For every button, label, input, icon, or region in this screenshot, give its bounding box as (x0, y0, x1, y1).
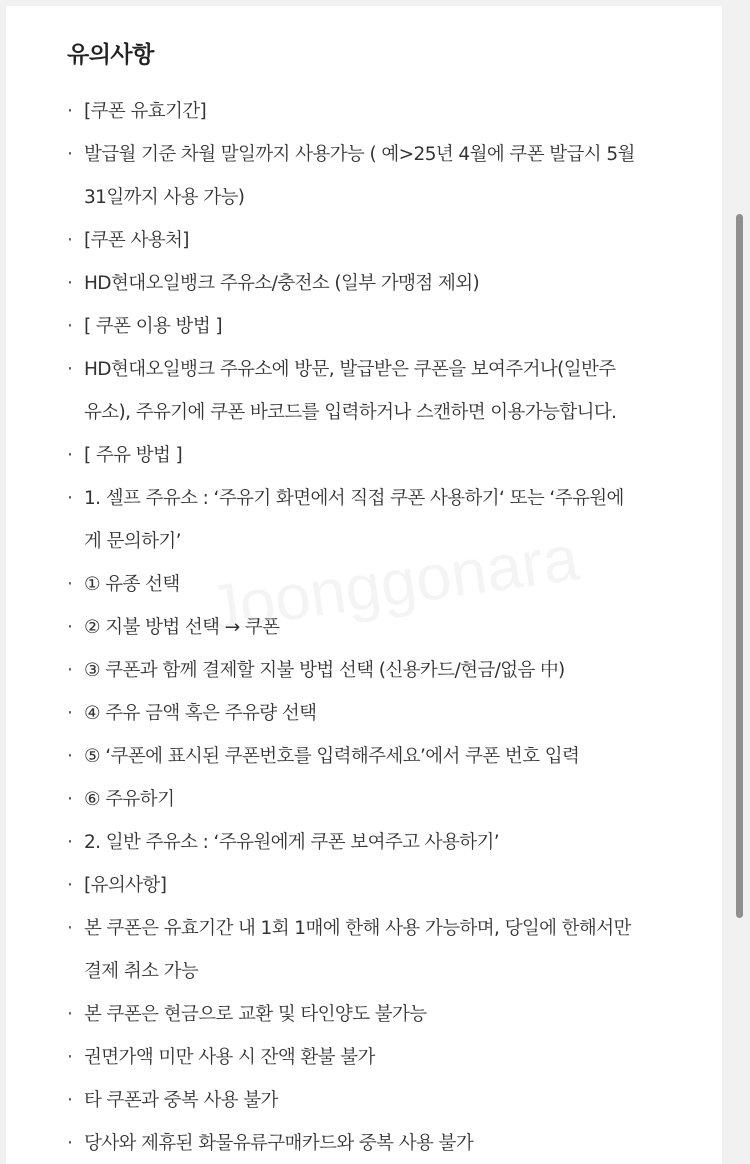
notice-item (67, 348, 707, 434)
bullet-dot: · (67, 574, 73, 595)
notice-text-line: 결제 취소 가능 (84, 961, 199, 982)
notice-text-line: 발급월 기준 차월 말일까지 사용가능 ( 예>25년 4월에 쿠폰 발급시 5월 (84, 144, 635, 165)
notice-text-line: [쿠폰 유효기간] (84, 101, 207, 122)
notice-item (67, 606, 707, 649)
notice-list (67, 90, 707, 1164)
notice-text-line: 게 문의하기’ (84, 531, 181, 552)
notice-item (67, 778, 707, 821)
bullet-dot: · (67, 273, 73, 294)
notice-item (67, 821, 707, 864)
scrollbar[interactable] (735, 0, 744, 1164)
notice-text-line: ⑥ 주유하기 (84, 789, 175, 810)
scrollbar-thumb[interactable] (736, 214, 743, 918)
bullet-dot: · (67, 1004, 73, 1025)
notice-text-line: 본 쿠폰은 현금으로 교환 및 타인양도 불가능 (84, 1004, 427, 1025)
notice-item (67, 649, 707, 692)
notice-text-line: 31일까지 사용 가능) (84, 187, 245, 208)
notice-text-line: 본 쿠폰은 유효기간 내 1회 1매에 한해 사용 가능하며, 당일에 한해서만 (84, 918, 631, 939)
notice-item (67, 692, 707, 735)
notice-item (67, 563, 707, 606)
notice-item (67, 219, 707, 262)
notice-text-line: 당사와 제휴된 화물유류구매카드와 중복 사용 불가 (84, 1133, 474, 1154)
notice-item (67, 133, 707, 219)
notice-item (67, 735, 707, 778)
bullet-dot: · (67, 660, 73, 681)
notice-text-line: 권면가액 미만 사용 시 잔액 환불 불가 (84, 1047, 375, 1068)
notice-text-line: ③ 쿠폰과 함께 결제할 지불 방법 선택 (신용카드/현금/없음 中) (84, 660, 565, 681)
notice-text-line: 유소), 주유기에 쿠폰 바코드를 입력하거나 스캔하면 이용가능합니다. (84, 402, 617, 423)
bullet-dot: · (67, 875, 73, 896)
notice-item (67, 1122, 707, 1164)
bullet-dot: · (67, 359, 73, 380)
notice-text-line: ④ 주유 금액 혹은 주유량 선택 (84, 703, 317, 724)
notice-text-line: 1. 셀프 주유소 : ‘주유기 화면에서 직접 쿠폰 사용하기‘ 또는 ‘주유원에 (84, 488, 624, 509)
notice-item (67, 262, 707, 305)
bullet-dot: · (67, 230, 73, 251)
bullet-dot: · (67, 617, 73, 638)
bullet-dot: · (67, 832, 73, 853)
section-title: 유의사항 (67, 42, 154, 68)
notice-item (67, 864, 707, 907)
notice-text-line: HD현대오일뱅크 주유소에 방문, 발급받은 쿠폰을 보여주거나(일반주 (84, 359, 616, 380)
notice-item (67, 305, 707, 348)
notice-text-line: [ 주유 방법 ] (84, 445, 183, 466)
bullet-dot: · (67, 1133, 73, 1154)
notice-item (67, 993, 707, 1036)
bullet-dot: · (67, 746, 73, 767)
notice-text-line: ① 유종 선택 (84, 574, 180, 595)
notice-item (67, 907, 707, 993)
notice-text-line: 타 쿠폰과 중복 사용 불가 (84, 1090, 278, 1111)
notice-item (67, 1036, 707, 1079)
bullet-dot: · (67, 445, 73, 466)
notice-text-line: [쿠폰 사용처] (84, 230, 189, 251)
notice-text-line: ② 지불 방법 선택 → 쿠폰 (84, 617, 280, 638)
bullet-dot: · (67, 488, 73, 509)
notice-text-line: ⑤ ‘쿠폰에 표시된 쿠폰번호를 입력해주세요’에서 쿠폰 번호 입력 (84, 746, 580, 767)
bullet-dot: · (67, 918, 73, 939)
bullet-dot: · (67, 789, 73, 810)
notice-text-line: HD현대오일뱅크 주유소/충전소 (일부 가맹점 제외) (84, 273, 480, 294)
bullet-dot: · (67, 1090, 73, 1111)
notice-item (67, 90, 707, 133)
notice-item (67, 477, 707, 563)
notice-text-line: 2. 일반 주유소 : ‘주유원에게 쿠폰 보여주고 사용하기’ (84, 832, 500, 853)
bullet-dot: · (67, 144, 73, 165)
notice-panel (6, 6, 722, 1164)
bullet-dot: · (67, 703, 73, 724)
notice-text-line: [유의사항] (84, 875, 167, 896)
bullet-dot: · (67, 316, 73, 337)
notice-text-line: [ 쿠폰 이용 방법 ] (84, 316, 222, 337)
notice-item (67, 1079, 707, 1122)
bullet-dot: · (67, 1047, 73, 1068)
bullet-dot: · (67, 101, 73, 122)
notice-item (67, 434, 707, 477)
